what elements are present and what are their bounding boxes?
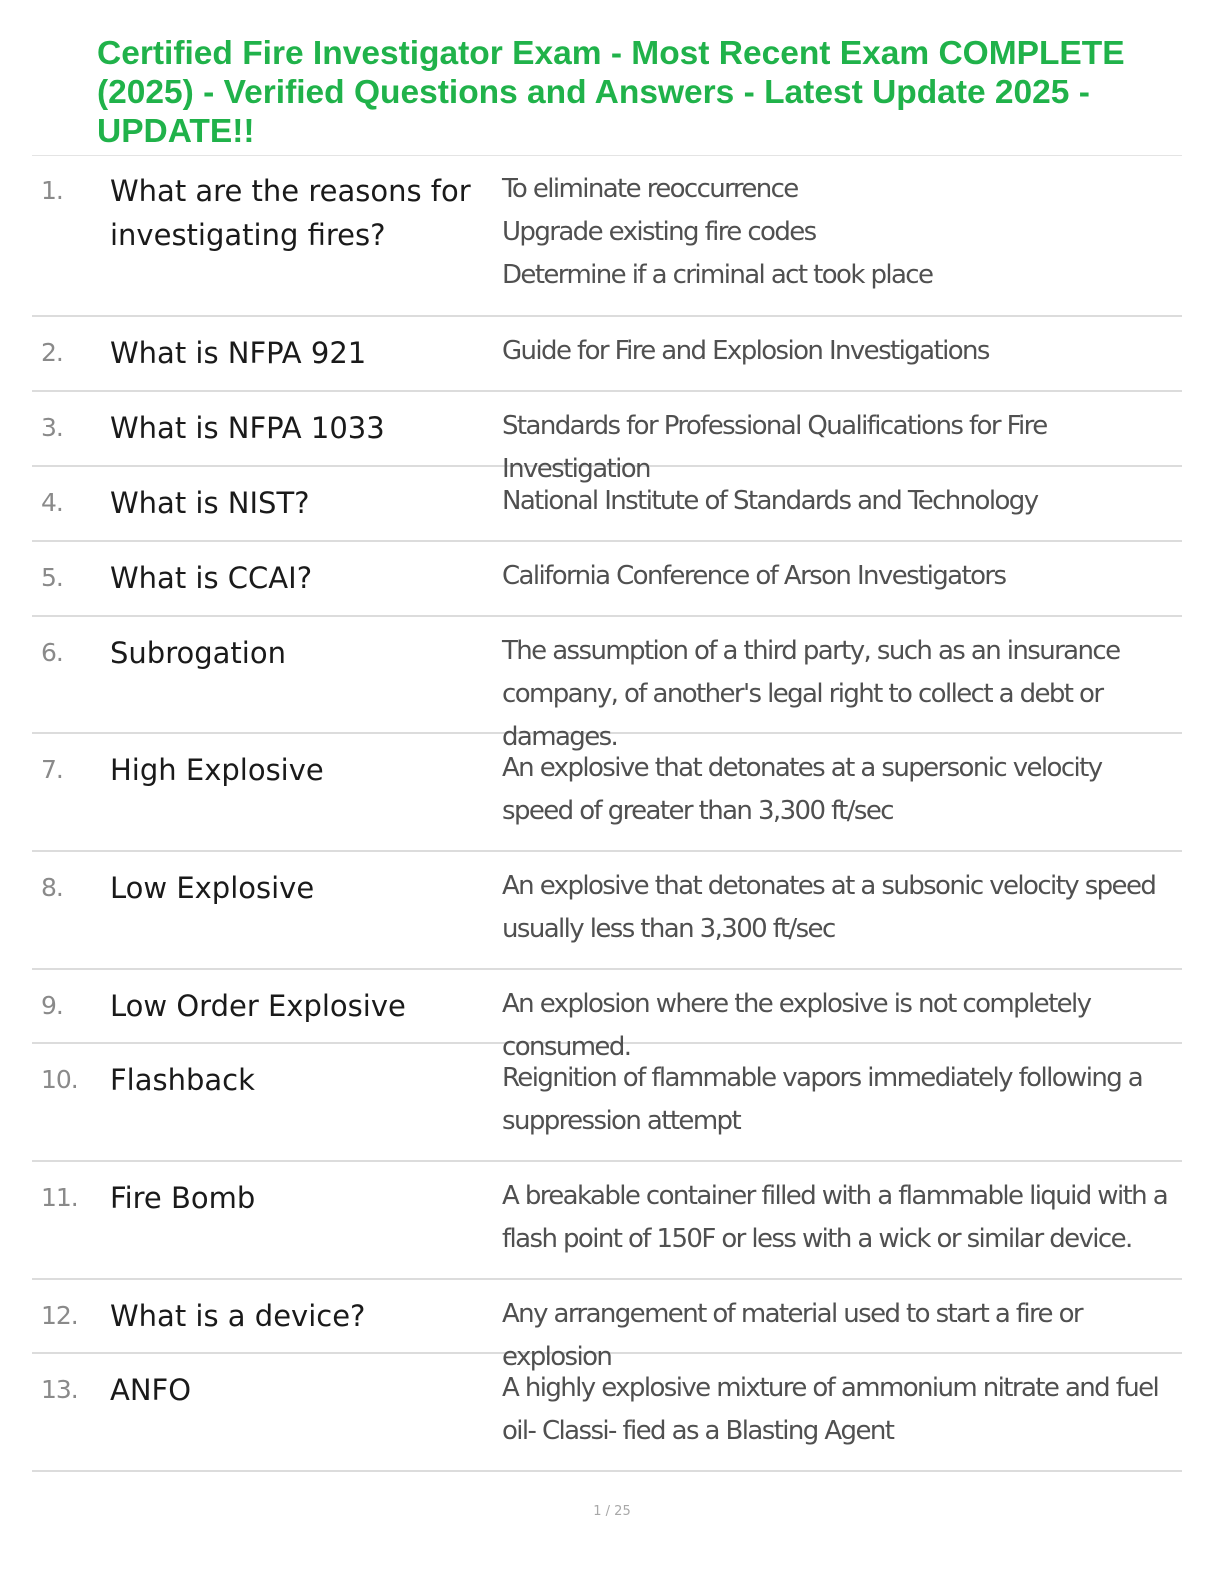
definition-line: National Institute of Standards and Technology (502, 486, 1038, 516)
definition-line: California Conference of Arson Investigators (502, 561, 1006, 591)
card-number: 10. (41, 1065, 78, 1094)
flashcard-row (32, 467, 1182, 542)
flashcard-list (32, 157, 1182, 1472)
card-number: 7. (41, 755, 63, 784)
card-term: High Explosive (110, 753, 324, 787)
page-number: 1 / 25 (593, 1504, 631, 1519)
flashcard-row (32, 1162, 1182, 1280)
card-term: What is a device? (110, 1299, 366, 1333)
card-term: What is NIST? (110, 486, 310, 520)
flashcard-row (32, 157, 1182, 317)
title-divider (32, 155, 1182, 156)
card-number: 11. (41, 1183, 78, 1212)
card-definition: Any arrangement of material used to start a fire or explosion (502, 1299, 1082, 1372)
flashcard-row (32, 970, 1182, 1062)
flashcard-row (32, 617, 1182, 752)
card-term: What are the reasons for investigating fires? (110, 174, 471, 252)
card-definition (502, 555, 1174, 598)
card-term: ANFO (110, 1373, 192, 1407)
card-term: Low Order Explosive (110, 989, 406, 1023)
card-definition: A highly explosive mixture of ammonium nitrate and fuel oil- Classi- fied as a Blasting Agent (502, 1373, 1159, 1446)
card-term: Low Explosive (110, 871, 315, 905)
card-definition: An explosive that detonates at a supersonic velocity speed of greater than 3,300 ft/sec (502, 753, 1102, 826)
card-number: 12. (41, 1301, 78, 1330)
flashcard-row (32, 1280, 1182, 1372)
card-definition: Reignition of flammable vapors immediately following a suppression attempt (502, 1063, 1143, 1136)
card-definition (502, 480, 1174, 523)
card-definition: An explosive that detonates at a subsonic velocity speed usually less than 3,300 ft/sec (502, 871, 1156, 944)
card-definition: A breakable container filled with a flammable liquid with a flash point of 150F or less with a wick or similar device. (502, 1181, 1168, 1254)
card-number: 8. (41, 873, 63, 902)
card-term: What is NFPA 1033 (110, 411, 385, 445)
definition-line: To eliminate reoccurrence (502, 174, 798, 204)
card-definition (502, 168, 1174, 297)
flashcard-row (32, 1044, 1182, 1162)
flashcard-row (32, 1354, 1182, 1472)
card-term: Subrogation (110, 636, 286, 670)
flashcard-row (32, 734, 1182, 852)
definition-line: Upgrade existing fire codes (502, 217, 816, 247)
flashcard-row (32, 542, 1182, 617)
card-number: 2. (41, 338, 63, 367)
definition-line: Standards for Professional Qualifications for Fire Investigation (502, 411, 1047, 484)
flashcard-row (32, 317, 1182, 392)
card-number: 6. (41, 638, 63, 667)
flashcard-row (32, 392, 1182, 484)
flashcard-row (32, 852, 1182, 970)
card-definition (502, 330, 1174, 373)
definition-line: Guide for Fire and Explosion Investigations (502, 336, 989, 366)
card-number: 9. (41, 991, 63, 1020)
card-term: Fire Bomb (110, 1181, 256, 1215)
card-number: 5. (41, 563, 63, 592)
card-term: What is NFPA 921 (110, 336, 367, 370)
card-term: What is CCAI? (110, 561, 313, 595)
card-number: 4. (41, 488, 63, 517)
card-number: 1. (41, 176, 63, 205)
card-definition: An explosion where the explosive is not completely consumed. (502, 989, 1091, 1062)
document-title: Certified Fire Investigator Exam - Most Recent Exam COMPLETE (2025) - Verified Questions and Answers - Latest Update 2025 - UPDATE!! (97, 35, 1125, 150)
card-number: 13. (41, 1375, 78, 1404)
card-term: Flashback (110, 1063, 255, 1097)
card-number: 3. (41, 413, 63, 442)
definition-line: Determine if a criminal act took place (502, 260, 933, 290)
card-definition: The assumption of a third party, such as an insurance company, of another's legal right to collect a debt or damages. (502, 636, 1120, 752)
